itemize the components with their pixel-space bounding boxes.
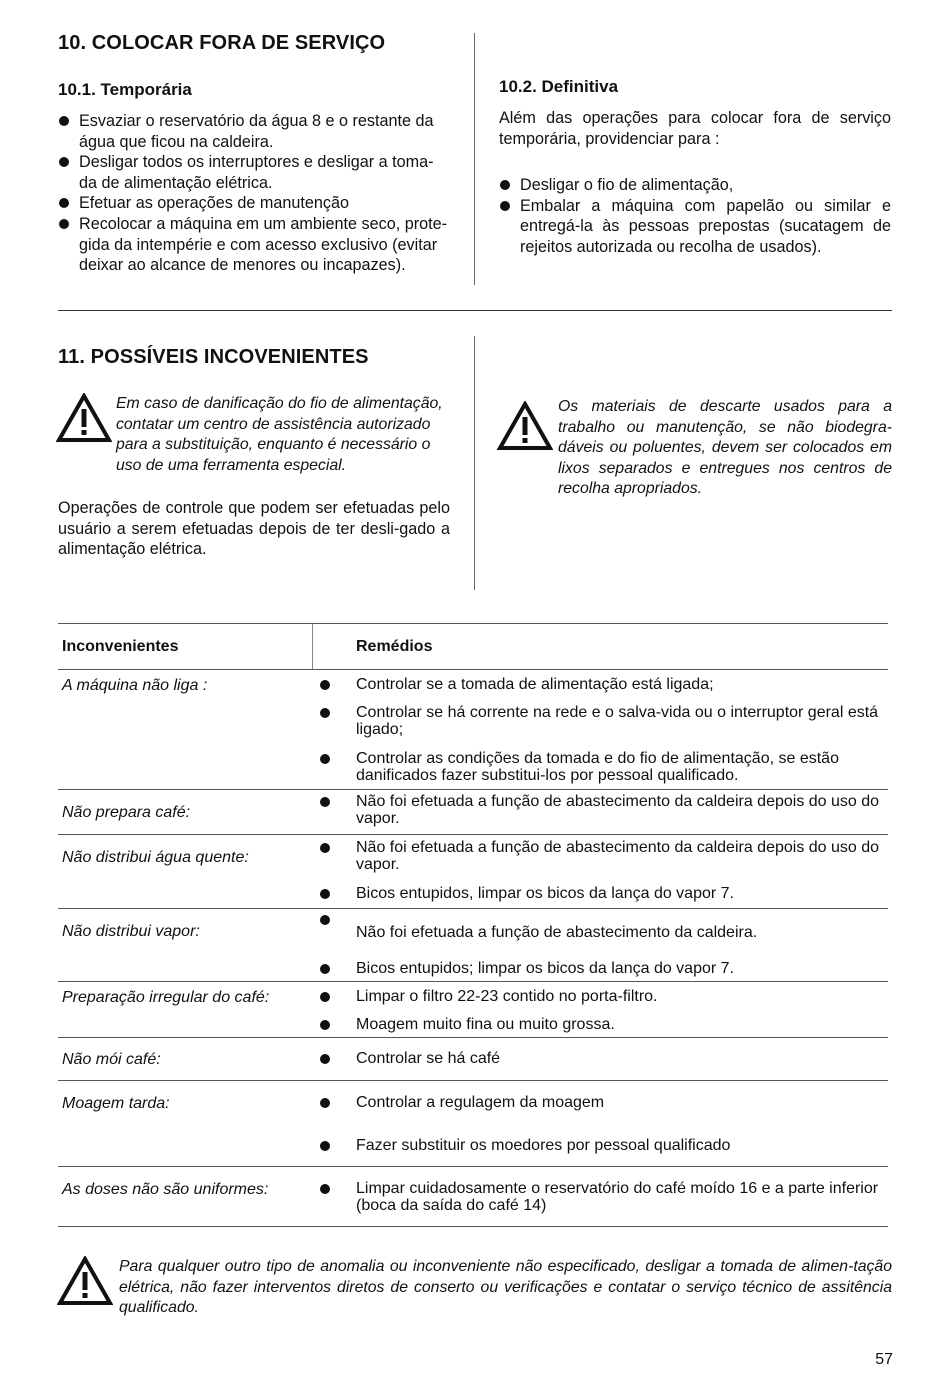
bullet-icon xyxy=(320,889,330,899)
warning-icon xyxy=(497,401,553,451)
remedy-item: Bicos entupidos, limpar os bicos da lança do vapor 7. xyxy=(356,885,734,902)
bullet-icon xyxy=(320,708,330,718)
bullet-icon xyxy=(320,754,330,764)
remedy-item: Não foi efetuada a função de abastecimento da caldeira depois do uso do vapor. xyxy=(356,793,880,827)
footer-warning: Para qualquer outro tipo de anomalia ou inconveniente não especificado, desligar a tomada de alimen-tação elétrica, não fazer interventos diretos de conserto ou verificações e contatar o serviço técnico de assitência qualificado. xyxy=(119,1258,892,1317)
bullet-icon xyxy=(320,1141,330,1151)
troubleshooting-table xyxy=(58,623,888,1227)
bullet-icon xyxy=(320,1098,330,1108)
power-cord-warning: Em caso de danificação do fio de alimentação, contatar um centro de assistência autorizado para a substituição, enquanto é necessário o uso de uma ferramenta especial. xyxy=(116,395,443,474)
section-10-2-title: 10.2. Definitiva xyxy=(499,77,619,96)
remedy-item: Limpar cuidadosamente o reservatório do café moído 16 e a parte inferior (boca da saída do café 14) xyxy=(356,1180,879,1214)
table-row xyxy=(58,909,888,982)
remedy-item: Controlar a regulagem da moagem xyxy=(356,1094,605,1111)
remedy-item: Controlar as condições da tomada e do fio de alimentação, se estão danificados fazer substitui-los por pessoal qualificado. xyxy=(356,750,839,784)
disposal-warning: Os materiais de descarte usados para a trabalho ou manutenção, se não biodegra-dáveis ou poluentes, devem ser colocados em lixos separados e entregues nos centros de recolha apropriados. xyxy=(558,398,892,498)
bullet-icon xyxy=(320,797,330,807)
table-row xyxy=(58,1081,888,1167)
remedy-item: Controlar se há corrente na rede e o salva-vida ou o interruptor geral está ligado; xyxy=(356,704,879,738)
problem-cell: Moagem tarda: xyxy=(62,1095,170,1112)
table-row xyxy=(58,982,888,1038)
remedy-item: Moagem muito fina ou muito grossa. xyxy=(356,1016,615,1033)
column-divider xyxy=(474,33,475,285)
header-remedies: Remédios xyxy=(356,638,433,655)
table-row xyxy=(58,1038,888,1081)
warning-icon xyxy=(56,393,112,443)
remedy-item: Fazer substituir os moedores por pessoal qualificado xyxy=(356,1137,731,1154)
remedy-item: Limpar o filtro 22-23 contido no porta-filtro. xyxy=(356,988,658,1005)
table-row xyxy=(58,1167,888,1227)
section-divider xyxy=(58,310,892,311)
warning-icon xyxy=(57,1256,113,1306)
bullet-icon xyxy=(320,1054,330,1064)
table-row xyxy=(58,790,888,835)
table-row xyxy=(58,835,888,909)
list-item: Desligar todos os interruptores e desligar a toma-da de alimentação elétrica. xyxy=(58,152,450,193)
list-item: Esvaziar o reservatório da água 8 e o restante da água que ficou na caldeira. xyxy=(58,111,450,152)
definitive-steps-list xyxy=(499,175,891,257)
remedy-item: Não foi efetuada a função de abastecimento da caldeira depois do uso do vapor. xyxy=(356,839,880,873)
list-item: Embalar a máquina com papelão ou similar e entregá-la às pessoas prepostas (sucatagem de rejeitos autorizada ou recolha de usados). xyxy=(499,196,891,258)
section-11-title: 11. POSSÍVEIS INCOVENIENTES xyxy=(58,346,369,368)
remedy-item: Controlar se a tomada de alimentação está ligada; xyxy=(356,676,714,693)
remedy-item: Não foi efetuada a função de abastecimento da caldeira. xyxy=(356,924,758,941)
bullet-icon xyxy=(320,843,330,853)
list-item: Efetuar as operações de manutenção xyxy=(58,193,450,214)
bullet-icon xyxy=(320,915,330,925)
section-10-1-title: 10.1. Temporária xyxy=(58,80,192,99)
definitive-intro: Além das operações para colocar fora de serviço temporária, providenciar para : xyxy=(499,109,891,148)
bullet-icon xyxy=(320,992,330,1002)
header-divider xyxy=(312,624,313,669)
header-problems: Inconvenientes xyxy=(62,638,179,655)
list-item: Recolocar a máquina em um ambiente seco, prote-gida da intempérie e com acesso exclusivo (evitar deixar ao alcance de menores ou incapazes). xyxy=(58,214,450,276)
bullet-icon xyxy=(320,680,330,690)
bullet-icon xyxy=(320,1184,330,1194)
list-item: Desligar o fio de alimentação, xyxy=(499,175,891,196)
problem-cell: As doses não são uniformes: xyxy=(62,1181,269,1198)
section-10-title: 10. COLOCAR FORA DE SERVIÇO xyxy=(58,32,386,54)
bullet-icon xyxy=(320,964,330,974)
temporary-steps-list xyxy=(58,111,450,276)
problem-cell: Não distribui água quente: xyxy=(62,849,249,866)
problem-cell: A máquina não liga : xyxy=(62,677,208,694)
problem-cell: Preparação irregular do café: xyxy=(62,989,270,1006)
problem-cell: Não distribui vapor: xyxy=(62,923,200,940)
bullet-icon xyxy=(320,1020,330,1030)
control-operations-text: Operações de controle que podem ser efetuadas pelo usuário a serem efetuadas depois de ter desli-gado a alimentação elétrica. xyxy=(58,499,450,559)
problem-cell: Não prepara café: xyxy=(62,804,191,821)
remedy-item: Bicos entupidos; limpar os bicos da lança do vapor 7. xyxy=(356,960,734,977)
problem-cell: Não mói café: xyxy=(62,1051,161,1068)
table-row xyxy=(58,670,888,790)
table-header xyxy=(58,623,888,670)
page-number: 57 xyxy=(875,1351,893,1368)
column-divider xyxy=(474,336,475,590)
remedy-item: Controlar se há café xyxy=(356,1050,501,1067)
